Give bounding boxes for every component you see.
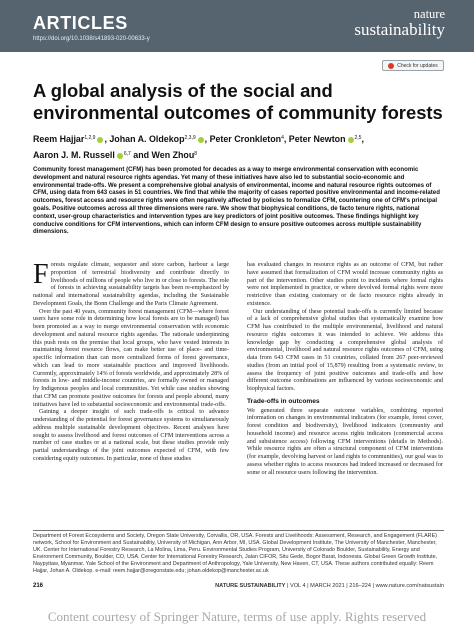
body-paragraph: Our understanding of these potential trade-offs is currently limited because of a lack of comprehensive global studies that systematically examine how CFM has contributed to the multiple environmental, livelihood and natural resource rights outcomes it was intended to achieve. We address this knowledge gap by conducting a comprehensive global analysis of environmental, livelihood and natural resource rights outcomes of CFM, using data from 643 CFM cases in 51 countries, collated from 267 peer-reviewed studies (from an initial pool of 15,879) resulting from a systematic review, to assess the frequency of joint positive outcomes and trade-offs and how different outcome combinations are influenced by various socioeconomic and biophysical factors. [247,308,443,392]
doi-link[interactable]: https://doi.org/10.1038/s41893-020-00633-y [33,36,150,42]
author-name[interactable]: Peter Cronkleton [209,134,282,144]
body-paragraph: has evaluated changes in resource rights as an outcome of CFM, but rather have assumed that formalization of CFM would increase community rights as part of the intervention. Other studies point to incidents where formal rights were not implemented in practice, or where devolved formal rights were more restrictive than existing customary or de facto resource rights already in existence. [247,262,443,307]
body-column-right [247,262,443,477]
author-affiliation: 2,3,9 [184,135,196,141]
journal-issue-info[interactable]: | VOL 4 | MARCH 2021 | 216–224 | www.nature.com/natsustain [285,583,444,589]
author-name[interactable]: Reem Hajjar [33,134,85,144]
journal-logo-top: nature [413,7,445,21]
author-affiliation: 2,5 [354,135,362,141]
body-paragraph: Over the past 40 years, community forest management (CFM—where forest users have some role in determining how local forests are to be managed) has been promoted as a way to merge environmental conservation with economic development and natural resource rights agendas. The rationale underpinning this push rests on the premise that local groups, who have vested interests in maintaining forest resource flows, can make better use of place- and time-specific information than can more centralized forms of forest governance, which can lead to more sustainable practices and improved livelihoods. Currently, approximately 14% of forests worldwide, and approximately 28% of forests in low- and middle-income countries, are formally owned or managed by Indigenous peoples and local communities. Yet while case studies showing that CFM can promote positive outcomes for forests and people abound, many initiatives have led to substantial socioeconomic and environmental trade-offs. [33,308,229,408]
author-name[interactable]: Wen Zhou [151,150,195,160]
body-paragraph: Gaining a deeper insight of such trade-offs is critical to advance understanding of the potential for forest governance systems to simultaneously address multiple sustainable development objectives. Recent analyses have sought to assess livelihood and forest outcomes of CFM interventions across a number of case studies or at a national scale, but these studies provide only partial understandings of the joint outcomes expected of CFM, with few considering equity outcomes. In particular, none of these studies [33,409,229,462]
journal-logo-main: sustainability [354,20,445,39]
author-name[interactable]: Peter Newton [288,134,346,144]
body-column-left [33,259,229,464]
article-header-band [0,0,474,52]
author-name[interactable]: Aaron J. M. Russell [33,150,115,160]
update-badge-icon [388,63,394,69]
orcid-icon[interactable] [198,137,204,143]
affiliation-footnotes: Department of Forest Ecosystems and Society, Oregon State University, Corvallis, OR, USA. Forests and Livelihoods: Assessment, Research, and Engagement (FLARE) network, School for Environment and Sustainability, University of Michigan, Ann Arbor, MI, USA. Global Development Institute, The University of Manchester, Manchester, UK. Center for International Forestry Research, La Molina, Lima, Peru. Environmental Studies Program, University of Colorado Boulder, Sustainability, Energy and Environment Community, Boulder, CO, USA. Center for International Forestry Research, Jalan CIFOR, Situ Gede, Bogor Barat, Indonesia. Global Green Growth Institute, Naypyitaw, Myanmar. Yale School of the Environment and Department of Anthropology, Yale University, New Haven, CT, USA. These authors contributed equally: Reem Hajjar, Johan A. Oldekop. e-mail: reem.hajjar@oregonstate.edu; johan.oldekop@manchester.ac.uk [33,533,438,575]
paragraph-text: orests regulate climate, sequester and store carbon, harbour a large proportion of terrestrial biodiversity and contribute directly to livelihoods of millions of people who live in or close to forests. The role of forests in achieving sustainability targets has been re-emphasized by national and international sustainability agendas, including the Sustainable Development Goals, the Bonn Challenge and the Paris Climate Agreement. [33,262,229,307]
author-name[interactable]: Johan A. Oldekop [109,134,185,144]
section-heading: Trade-offs in outcomes [247,397,320,405]
copyright-notice: Content courtesy of Springer Nature, terms of use apply. Rights reserved [47,609,427,624]
author-affiliation: 8 [194,151,198,157]
page-number: 216 [33,583,44,589]
author-affiliation: 1,2,9 [84,135,96,141]
footnote-divider [33,530,444,531]
drop-cap: F [33,259,49,290]
author-affiliation: 6,7 [123,151,131,157]
author-affiliation: 4 [281,135,284,141]
article-type-label: ARTICLES [33,13,128,33]
body-paragraph: We generated three separate outcome variables, combining reported information on changes in environmental indicators (for example, forest cover, forest condition and biodiversity), livelihood indicators (community and household income) and resource access rights indicators (commercial access and subsistence access) following CFM interventions (details in Methods). While resource rights are often a structural component of CFM interventions (for example, devolving harvest or land rights to communities), our goal was to assess whether rights to access resources had indeed increased or decreased for some or all resource users following the intervention. [247,407,443,476]
journal-citation-line [215,583,444,589]
orcid-icon[interactable] [348,137,354,143]
orcid-icon[interactable] [117,153,123,159]
orcid-icon[interactable] [97,137,103,143]
article-title: A global analysis of the social and environmental outcomes of community forests [33,80,443,123]
check-for-updates-button[interactable] [382,60,444,71]
abstract: Community forest management (CFM) has been promoted for decades as a way to merge environmental conservation with economic development and natural resource rights agendas. Yet many of these initiatives have also led to substantial socio-economic and environmental trade-offs. We present a comprehensive global analysis of environmental, income and natural resource rights outcomes of CFM, using data from 643 cases in 51 countries. We find that while the majority of cases reported positive environmental and income-related outcomes, forest access and resource rights were often negatively affected by policies to formalize CFM, countering one of CFM's principal goals. Positive outcomes across all three dimensions were rare. We show that biophysical conditions, de facto tenure rights, national context, user-group characteristics and intervention types are key predictors of joint positive outcomes. These findings highlight key conducive conditions for CFM interventions, which can inform CFM design to ensure positive outcomes across multiple sustainability dimensions. [33,166,440,236]
journal-name: NATURE SUSTAINABILITY [215,583,286,589]
check-for-updates-label: Check for updates [397,62,438,69]
author-list: Reem Hajjar$^{1,2,9}$ , Johan A. Oldekop$^{2,3,9}$ , Peter Cronkleton$^4$, Peter Newton $^{2,5}$, Aaron J. M. Russell $^{6,7}$ and Wen Zhou$^8$ [33,134,364,160]
body-paragraph [33,259,229,309]
